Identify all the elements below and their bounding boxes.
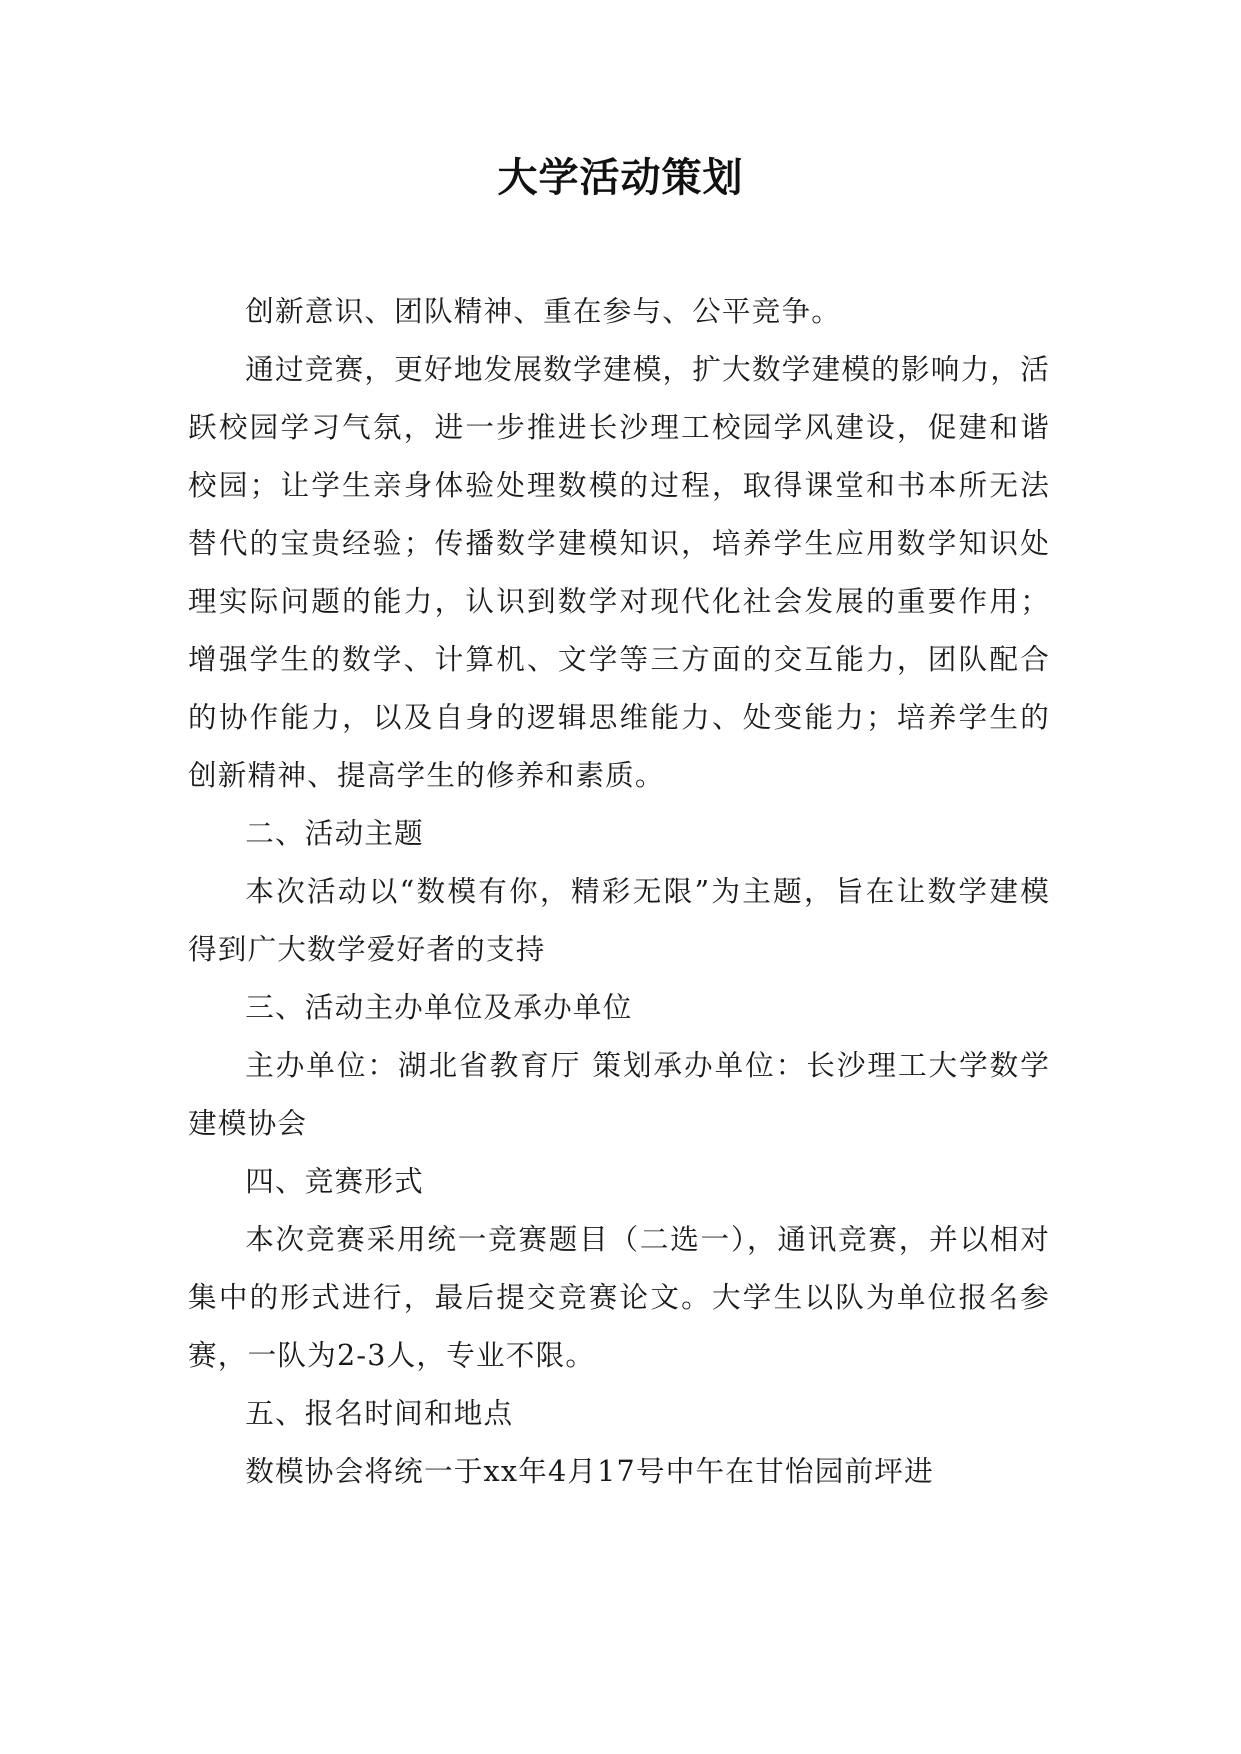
paragraph-principles: 创新意识、团队精神、重在参与、公平竞争。 bbox=[245, 294, 842, 328]
paragraph-purpose: 通过竞赛，更好地发展数学建模，扩大数学建模的影响力，活跃校园学习气氛，进一步推进长沙理工校园学风建设，促建和谐校园；让学生亲身体验处理数模的过程，取得课堂和书本所无法替代的宝贵经验；传播数学建模知识，培养学生应用数学知识处理实际问题的能力，认识到数学对现代化社会发展的重要作用；增强学生的数学、计算机、文学等三方面的交互能力，团队配合的协作能力，以及自身的逻辑思维能力、处变能力；培养学生的创新精神、提高学生的修养和素质。 bbox=[188, 352, 1050, 792]
document-title: 大学活动策划 bbox=[497, 155, 744, 201]
section-heading-format: 四、竞赛形式 bbox=[245, 1164, 424, 1198]
paragraph-theme: 本次活动以“数模有你，精彩无限”为主题，旨在让数学建模得到广大数学爱好者的支持 bbox=[188, 874, 1050, 966]
paragraph-organizers: 主办单位：湖北省教育厅 策划承办单位：长沙理工大学数学建模协会 bbox=[188, 1048, 1050, 1140]
document-body bbox=[188, 282, 1050, 1500]
section-heading-registration: 五、报名时间和地点 bbox=[245, 1396, 514, 1430]
section-heading-organizers: 三、活动主办单位及承办单位 bbox=[245, 990, 633, 1024]
paragraph-format: 本次竞赛采用统一竞赛题目（二选一），通讯竞赛，并以相对集中的形式进行，最后提交竞赛论文。大学生以队为单位报名参赛，一队为2-3人，专业不限。 bbox=[188, 1222, 1050, 1372]
paragraph-registration: 数模协会将统一于xx年4月17号中午在甘怡园前坪进 bbox=[245, 1454, 934, 1488]
section-heading-theme: 二、活动主题 bbox=[245, 816, 424, 850]
